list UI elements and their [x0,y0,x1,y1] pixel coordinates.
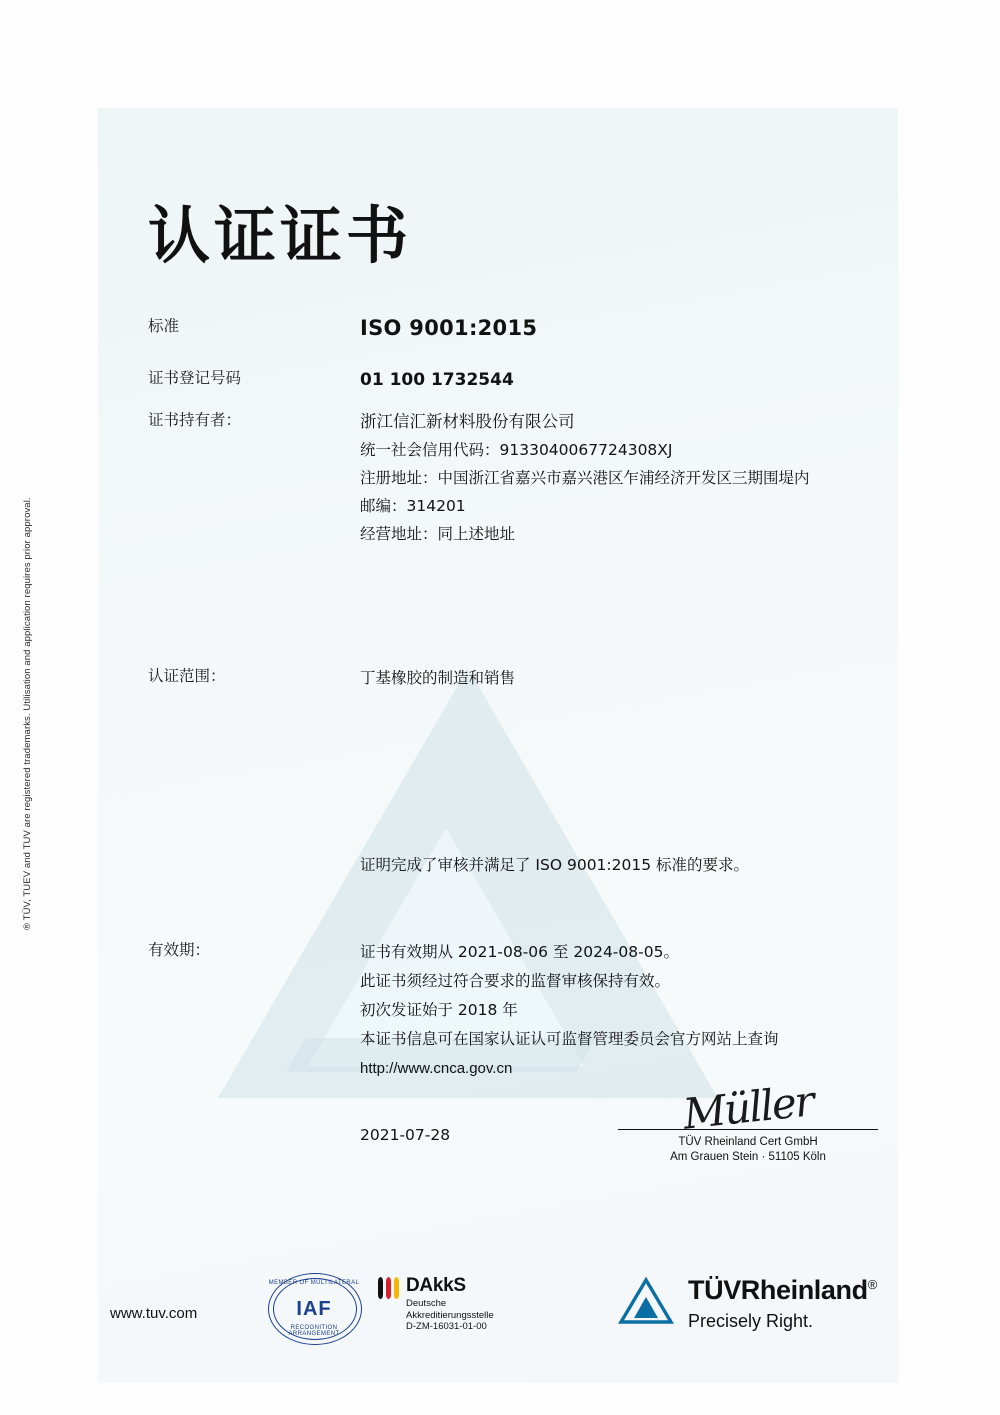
tuv-rheinland-logo-icon [618,1271,888,1351]
holder-business-address: 经营地址：同上述地址 [360,525,516,543]
dakks-subtitle [406,1298,494,1333]
holder-details [360,408,810,548]
tuv-website-link[interactable]: www.tuv.com [110,1305,198,1322]
cnca-website-link[interactable]: http://www.cnca.gov.cn [360,1060,513,1077]
dakks-logo-icon [378,1275,558,1347]
tuv-registered-mark: ® [867,1277,877,1292]
scope-value: 丁基橡胶的制造和销售 [360,669,516,687]
registration-value: 01 100 1732544 [360,370,514,390]
conformity-statement: 证明完成了审核并满足了 ISO 9001:2015 标准的要求。 [360,856,750,874]
trademark-side-note: ® TÜV, TUEV and TUV are registered trademarks. Utilisation and application requires prior approval. [22,497,33,930]
dakks-line-1: Deutsche [406,1298,447,1309]
validity-label: 有效期： [148,941,211,959]
tuv-brand-name [688,1275,877,1306]
dakks-title: DAkkS [406,1275,466,1296]
iaf-bottom-text: RECOGNITION ARRANGEMENT [288,1325,340,1337]
signature-org [618,1135,878,1165]
tuv-triangle-mark-icon [618,1277,674,1325]
holder-credit-code: 统一社会信用代码：9133040067724308XJ [360,441,673,459]
validity-details [360,938,779,1083]
certificate-sheet [98,108,898,1383]
dakks-line-3: D-ZM-16031-01-00 [406,1321,487,1332]
holder-postcode: 邮编：314201 [360,497,466,515]
tuv-brand-text: TÜVRheinland [688,1275,868,1305]
dakks-line-2: Akkreditierungsstelle [406,1309,494,1321]
standard-label: 标准 [148,317,180,335]
validity-line-2: 此证书须经过符合要求的监督审核保持有效。 [360,972,671,990]
holder-name: 浙江信汇新材料股份有限公司 [360,412,575,431]
dakks-bars-icon [378,1277,404,1299]
scope-label: 认证范围： [148,667,226,685]
validity-line-4: 本证书信息可在国家认证认可监督管理委员会官方网站上查询 [360,1030,779,1048]
signature-block [618,1076,878,1165]
signature-org-line-1: TÜV Rheinland Cert GmbH [678,1136,818,1148]
holder-registered-address: 注册地址：中国浙江省嘉兴市嘉兴港区乍浦经济开发区三期围堤内 [360,469,810,487]
certificate-footer [98,1253,898,1383]
certificate-title: 认证证书 [148,199,413,272]
tuv-tagline: Precisely Right. [688,1311,814,1331]
signature-org-line-2: Am Grauen Stein · 51105 Köln [670,1151,826,1163]
standard-value: ISO 9001:2015 [360,316,538,340]
validity-line-1: 证书有效期从 2021-08-06 至 2024-08-05。 [360,943,679,961]
issue-date: 2021-07-28 [360,1126,451,1144]
iaf-center-text: IAF [296,1298,332,1320]
iaf-top-text: MEMBER OF MULTILATERAL [268,1280,360,1286]
iaf-logo-icon [268,1273,360,1343]
signature-script: Müller [680,1076,816,1139]
holder-label: 证书持有者： [148,411,242,429]
registration-label: 证书登记号码 [148,369,242,387]
validity-line-3: 初次发证始于 2018 年 [360,1001,518,1019]
